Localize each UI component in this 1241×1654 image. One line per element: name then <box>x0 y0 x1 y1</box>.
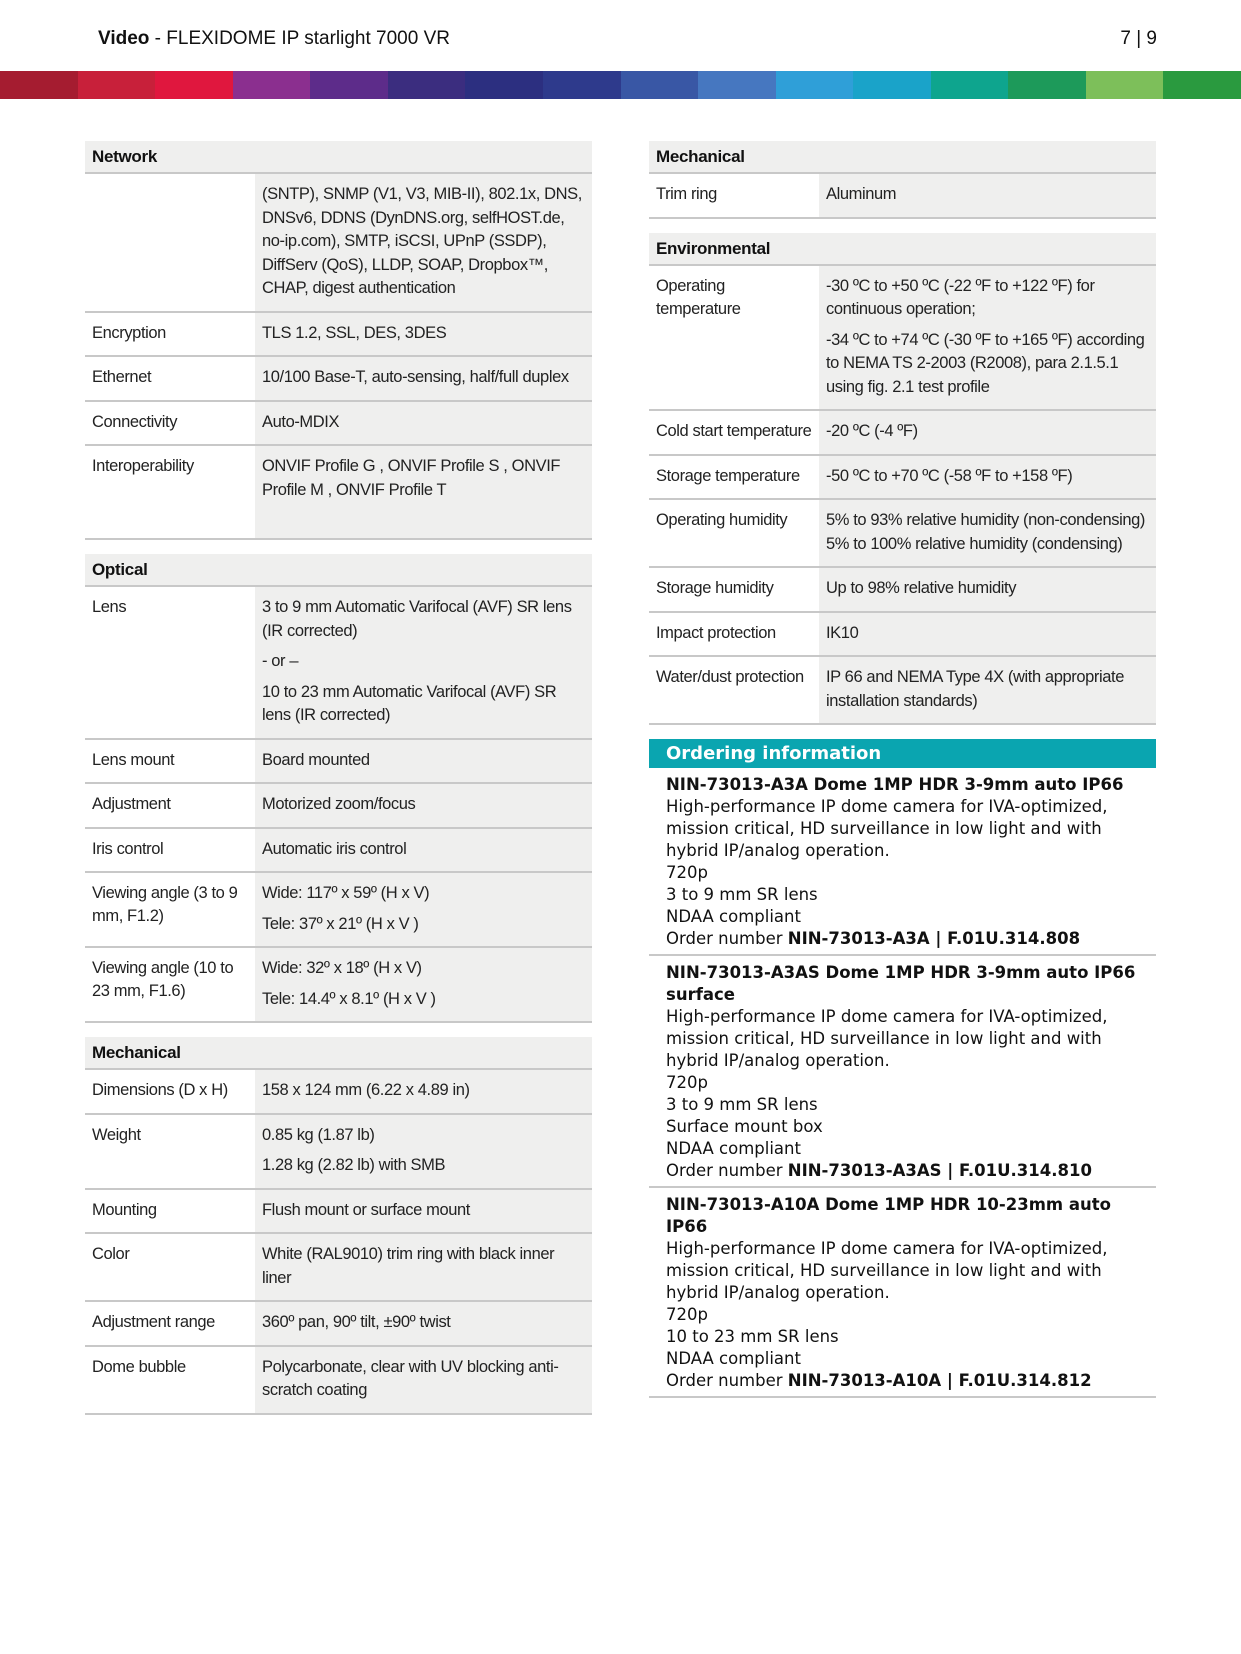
spec-row <box>649 174 1156 219</box>
spec-label: Storage temperature <box>656 466 800 485</box>
spec-label: Impact protection <box>656 623 776 642</box>
spec-value-line: -20 ºC (-4 ºF) <box>826 422 918 440</box>
ordering-list <box>649 768 1156 1398</box>
spec-value-line: Tele: 14.4º x 8.1º (H x V ) <box>262 989 436 1008</box>
order-number-prefix: Order number <box>666 1371 788 1390</box>
order-item-detail: NDAA compliant <box>666 907 801 926</box>
page-header-title <box>98 28 450 50</box>
spec-row <box>649 266 1156 412</box>
band-segment <box>1008 71 1086 99</box>
order-number-prefix: Order number <box>666 1161 788 1180</box>
spec-value <box>819 500 1156 566</box>
spec-value <box>255 1302 592 1345</box>
spec-value <box>255 313 592 356</box>
spec-value-line: White (RAL9010) trim ring with black inner liner <box>262 1245 555 1287</box>
spec-row <box>85 174 592 313</box>
spec-value-line: 158 x 124 mm (6.22 x 4.89 in) <box>262 1081 470 1099</box>
spec-label: Trim ring <box>656 185 717 203</box>
section-heading: Mechanical <box>85 1037 592 1070</box>
order-item-detail: High-performance IP dome camera for IVA-optimized, mission critical, HD surveillance in low light and with hybrid IP/analog operation. <box>666 1239 1108 1302</box>
spec-row <box>85 873 592 948</box>
spec-label: Viewing angle (10 to 23 mm, F1.6) <box>92 959 234 1000</box>
spec-value <box>255 784 592 827</box>
header-title-bold: Video <box>98 28 150 49</box>
order-item-detail: High-performance IP dome camera for IVA-optimized, mission critical, HD surveillance in low light and with hybrid IP/analog operation. <box>666 797 1108 860</box>
band-segment <box>543 71 621 99</box>
spec-label: Dome bubble <box>92 1357 186 1376</box>
spec-value-line: Aluminum <box>826 185 897 203</box>
band-segment <box>698 71 776 99</box>
spec-label: Weight <box>92 1125 141 1144</box>
spec-value <box>255 1115 592 1188</box>
spec-value <box>819 568 1156 611</box>
spec-row <box>85 948 592 1023</box>
spec-value-line: Polycarbonate, clear with UV blocking anti-scratch coating <box>262 1357 559 1399</box>
order-item-detail: NDAA compliant <box>666 1349 801 1368</box>
section-heading: Environmental <box>649 233 1156 266</box>
ordering-info-heading: Ordering information <box>649 739 1156 768</box>
spec-value <box>255 357 592 400</box>
spec-row <box>649 411 1156 456</box>
band-segment <box>78 71 156 99</box>
spec-row <box>85 1347 592 1415</box>
spec-label: Connectivity <box>92 412 178 431</box>
spec-value <box>819 411 1156 454</box>
right-spec-tables <box>649 141 1156 725</box>
order-item-detail: High-performance IP dome camera for IVA-optimized, mission critical, HD surveillance in low light and with hybrid IP/analog operation. <box>666 1007 1108 1070</box>
spec-value-line: Motorized zoom/focus <box>262 795 416 813</box>
spec-section <box>85 1037 592 1415</box>
spec-value <box>255 740 592 783</box>
spec-value-line: 10 to 23 mm Automatic Varifocal (AVF) SR lens (IR corrected) <box>262 682 557 724</box>
order-item-detail: 3 to 9 mm SR lens <box>666 1095 818 1114</box>
order-number: NIN-73013-A10A | F.01U.314.812 <box>787 1371 1092 1390</box>
spec-value <box>819 174 1156 217</box>
spec-value-line: 1.28 kg (2.82 lb) with SMB <box>262 1156 446 1174</box>
spec-value <box>255 1234 592 1300</box>
spec-value-line: - or – <box>262 652 299 670</box>
order-item-detail: 720p <box>666 863 708 882</box>
order-item-name: NIN-73013-A3A Dome 1MP HDR 3-9mm auto IP66 <box>666 775 1124 794</box>
spec-value-line: ONVIF Profile G , ONVIF Profile S , ONVIF Profile M , ONVIF Profile T <box>262 457 561 499</box>
spec-section <box>649 141 1156 219</box>
band-segment <box>776 71 854 99</box>
spec-value <box>255 174 592 311</box>
spec-value-line: -30 ºC to +50 ºC (-22 ºF to +122 ºF) for continuous operation; <box>826 276 1095 318</box>
band-segment <box>155 71 233 99</box>
band-segment <box>310 71 388 99</box>
section-heading: Optical <box>85 554 592 587</box>
spec-value-line: Wide: 117º x 59º (H x V) <box>262 884 430 902</box>
spec-row <box>85 402 592 447</box>
spec-value-line: TLS 1.2, SSL, DES, 3DES <box>262 323 447 342</box>
order-item-detail: 10 to 23 mm SR lens <box>666 1327 839 1346</box>
order-item-name: NIN-73013-A10A Dome 1MP HDR 10-23mm auto IP66 <box>666 1195 1111 1236</box>
spec-row <box>85 587 592 740</box>
spec-value <box>255 1190 592 1233</box>
band-segment <box>621 71 699 99</box>
spec-value <box>255 873 592 946</box>
spec-value <box>255 948 592 1021</box>
order-number: NIN-73013-A3AS | F.01U.314.810 <box>787 1161 1092 1180</box>
band-segment <box>1086 71 1164 99</box>
spec-row <box>85 1115 592 1190</box>
spec-label: Water/dust protection <box>656 668 804 686</box>
spec-row <box>85 313 592 358</box>
spec-value <box>255 446 592 538</box>
spec-value-line: -50 ºC to +70 ºC (-58 ºF to +158 ºF) <box>826 466 1073 485</box>
spec-label: Mounting <box>92 1200 157 1219</box>
spec-label: Lens mount <box>92 750 175 769</box>
order-number: NIN-73013-A3A | F.01U.314.808 <box>787 929 1081 948</box>
spec-value <box>819 266 1156 410</box>
spec-label: Adjustment range <box>92 1313 215 1331</box>
section-heading: Network <box>85 141 592 174</box>
spec-value-line: 10/100 Base-T, auto-sensing, half/full duplex <box>262 368 569 386</box>
spec-value-line: 5% to 93% relative humidity (non-condensing) 5% to 100% relative humidity (condensing) <box>826 511 1145 553</box>
left-column <box>85 141 592 1429</box>
order-item <box>649 768 1156 956</box>
spec-value-line: -34 ºC to +74 ºC (-30 ºF to +165 ºF) according to NEMA TS 2-2003 (R2008), para 2.1.5.1 using fig. 2.1 test profile <box>826 330 1145 396</box>
band-segment <box>931 71 1009 99</box>
spec-label: Color <box>92 1245 130 1263</box>
order-item-detail: 720p <box>666 1073 708 1092</box>
spec-row <box>85 1190 592 1235</box>
spec-value <box>819 613 1156 656</box>
spec-section <box>85 554 592 1023</box>
spec-value-line: (SNTP), SNMP (V1, V3, MIB-II), 802.1x, DNS, DNSv6, DDNS (DynDNS.org, selfHOST.de, no-ip.com), SMTP, iSCSI, UPnP (SSDP), DiffServ (QoS), LLDP, SOAP, Dropbox™, CHAP, digest authentication <box>262 185 582 297</box>
spec-row <box>649 657 1156 725</box>
spec-row <box>85 446 592 540</box>
order-number-prefix: Order number <box>666 929 788 948</box>
spec-section <box>85 141 592 540</box>
order-number-line <box>666 1370 1139 1392</box>
spec-row <box>649 568 1156 613</box>
spec-value-line: 3 to 9 mm Automatic Varifocal (AVF) SR lens (IR corrected) <box>262 598 572 640</box>
spec-value <box>255 1347 592 1413</box>
spec-label: Cold start temperature <box>656 422 812 440</box>
order-item-detail: Surface mount box <box>666 1117 823 1136</box>
spec-label: Encryption <box>92 323 166 342</box>
order-item <box>649 1188 1156 1398</box>
spec-label: Dimensions (D x H) <box>92 1081 228 1099</box>
spec-row <box>85 1234 592 1302</box>
spec-value-line: Automatic iris control <box>262 839 407 858</box>
spec-row <box>85 1302 592 1347</box>
spec-value-line: Up to 98% relative humidity <box>826 579 1017 597</box>
spec-value-line: Board mounted <box>262 750 370 769</box>
band-segment <box>0 71 78 99</box>
spec-row <box>649 500 1156 568</box>
spec-label: Ethernet <box>92 368 152 386</box>
spec-value-line: Auto-MDIX <box>262 412 340 431</box>
spec-label: Storage humidity <box>656 579 774 597</box>
spec-label <box>85 174 255 311</box>
section-heading: Mechanical <box>649 141 1156 174</box>
order-item-detail: 3 to 9 mm SR lens <box>666 885 818 904</box>
spec-section <box>649 233 1156 726</box>
band-segment <box>465 71 543 99</box>
color-band <box>0 71 1241 99</box>
spec-value-line: Tele: 37º x 21º (H x V ) <box>262 914 419 933</box>
spec-value-line: 0.85 kg (1.87 lb) <box>262 1125 375 1144</box>
spec-value <box>255 829 592 872</box>
spec-row <box>85 357 592 402</box>
spec-value-line: Flush mount or surface mount <box>262 1200 470 1219</box>
spec-value-line: Wide: 32º x 18º (H x V) <box>262 959 422 977</box>
order-number-line <box>666 1160 1139 1182</box>
spec-row <box>85 740 592 785</box>
spec-row <box>85 784 592 829</box>
page-number: 7 | 9 <box>1120 28 1157 49</box>
spec-label: Operating humidity <box>656 511 788 529</box>
spec-value-line: 360º pan, 90º tilt, ±90º twist <box>262 1313 451 1331</box>
spec-label: Operating temperature <box>656 276 741 318</box>
band-segment <box>1163 71 1241 99</box>
band-segment <box>233 71 311 99</box>
order-item-detail: NDAA compliant <box>666 1139 801 1158</box>
spec-label: Interoperability <box>92 457 194 475</box>
right-column <box>649 141 1156 1398</box>
spec-value-line: IP 66 and NEMA Type 4X (with appropriate installation standards) <box>826 668 1124 710</box>
order-item-detail: 720p <box>666 1305 708 1324</box>
spec-label: Adjustment <box>92 795 171 813</box>
order-number-line <box>666 928 1139 950</box>
spec-value <box>819 456 1156 499</box>
spec-value <box>819 657 1156 723</box>
spec-row <box>649 613 1156 658</box>
spec-value <box>255 402 592 445</box>
spec-label: Lens <box>92 598 127 616</box>
spec-value-line: IK10 <box>826 623 859 642</box>
band-segment <box>853 71 931 99</box>
spec-row <box>85 829 592 874</box>
spec-value <box>255 1070 592 1113</box>
order-item <box>649 956 1156 1188</box>
spec-row <box>85 1070 592 1115</box>
spec-value <box>255 587 592 738</box>
header-title-rest: - FLEXIDOME IP starlight 7000 VR <box>149 28 450 49</box>
spec-row <box>649 456 1156 501</box>
band-segment <box>388 71 466 99</box>
order-item-name: NIN-73013-A3AS Dome 1MP HDR 3-9mm auto IP66 surface <box>666 963 1136 1004</box>
spec-label: Iris control <box>92 839 164 858</box>
spec-label: Viewing angle (3 to 9 mm, F1.2) <box>92 884 238 925</box>
